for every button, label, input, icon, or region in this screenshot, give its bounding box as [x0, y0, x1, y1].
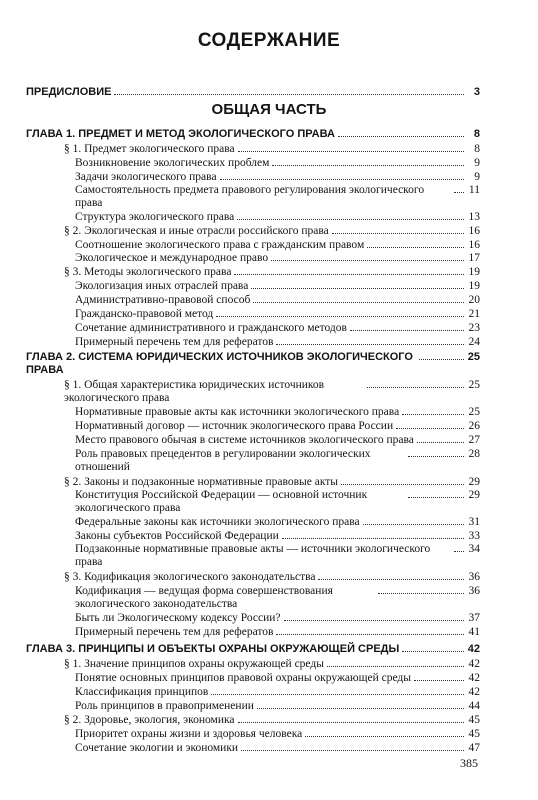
toc-entry-text: Кодификация — ведущая форма совершенствования экологического законодательства — [75, 585, 333, 610]
toc-subsection — [75, 686, 480, 699]
toc-subsection — [75, 184, 480, 210]
toc-entry-text: Приоритет охраны жизни и здоровья человека — [75, 728, 303, 740]
toc-entry-text: § 3. Методы экологического права — [64, 266, 232, 278]
toc-entry-text: Подзаконные нормативные правовые акты — источники экологического права — [75, 543, 431, 568]
toc-subsection — [75, 294, 480, 307]
toc-entry-text: Классификация принципов — [75, 686, 209, 698]
toc-entry-page: 31 — [468, 516, 480, 528]
toc-entry-text: Нормативный договор — источник экологического права России — [75, 420, 394, 432]
toc-subsection — [75, 336, 480, 349]
toc-entry-page: 27 — [468, 434, 480, 446]
toc-entry-page: 13 — [468, 211, 480, 223]
toc-entry-page: 20 — [468, 294, 480, 306]
toc-entry-text: Роль принципов в правоприменении — [75, 700, 254, 712]
toc-entry-page: 9 — [474, 157, 480, 169]
toc-entry-text: Возникновение экологических проблем — [75, 157, 270, 169]
toc-entry-text: Примерный перечень тем для рефератов — [75, 626, 274, 638]
toc-subsection — [75, 280, 480, 293]
toc-entry-text: Роль правовых прецедентов в регулировании экологических отношений — [75, 448, 371, 473]
toc-entry-page: 11 — [468, 184, 480, 196]
toc-entry-page: 24 — [468, 336, 480, 348]
toc-entry-page: 42 — [468, 658, 480, 670]
toc-subsection — [75, 308, 480, 321]
toc-subsection — [75, 585, 480, 611]
toc-entry-text: Нормативные правовые акты как источники экологического права — [75, 406, 400, 418]
toc-chapter-3 — [26, 643, 480, 656]
toc-entry-page: 42 — [467, 643, 480, 655]
toc-entry-text: Административно-правовой способ — [75, 294, 251, 306]
toc-subsection — [75, 448, 480, 474]
toc-entry-page: 42 — [468, 672, 480, 684]
toc-subsection — [75, 322, 480, 335]
toc-entry-page: 25 — [468, 406, 480, 418]
toc-entry-page: 23 — [468, 322, 480, 334]
toc-subsection — [75, 516, 480, 529]
toc-section — [64, 225, 480, 238]
toc-entry-page: 34 — [468, 543, 480, 555]
toc-entry-page: 41 — [468, 626, 480, 638]
toc-entry-text: Сочетание административного и гражданского методов — [75, 322, 347, 334]
toc-entry-page: 37 — [468, 612, 480, 624]
toc-entry-page: 28 — [468, 448, 480, 460]
toc-entry-page: 9 — [474, 171, 480, 183]
toc-entry-page: 19 — [468, 266, 480, 278]
toc-entry-page: 36 — [468, 571, 480, 583]
toc-entry-text: Быть ли Экологическому кодексу России? — [75, 612, 281, 624]
toc-entry-page: 47 — [468, 742, 480, 754]
page-title: СОДЕРЖАНИЕ — [197, 30, 341, 51]
toc-entry-text: Гражданско-правовой метод — [75, 308, 214, 320]
toc-entry-page: 45 — [468, 728, 480, 740]
toc-entry-page: 29 — [468, 489, 480, 501]
toc-section — [64, 379, 480, 405]
toc-section — [64, 476, 480, 489]
toc-entry-page: 25 — [468, 379, 480, 391]
part-title: ОБЩАЯ ЧАСТЬ — [211, 101, 327, 118]
toc-entry-text: § 1. Значение принципов охраны окружающей среды — [64, 658, 324, 670]
toc-subsection — [75, 157, 480, 170]
toc-entry-page: 8 — [474, 143, 480, 155]
toc-subsection — [75, 672, 480, 685]
toc-subsection — [75, 434, 480, 447]
toc-entry-text: Самостоятельность предмета правового регулирования экологического права — [75, 184, 425, 209]
toc-section — [64, 266, 480, 279]
toc-entry-text: Экологизация иных отраслей права — [75, 280, 249, 292]
toc-entry-text: Место правового обычая в системе источников экологического права — [75, 434, 414, 446]
toc-entry-page: 3 — [473, 86, 480, 98]
toc-subsection — [75, 252, 480, 265]
toc-entry-text: § 2. Экологическая и иные отрасли российского права — [64, 225, 329, 237]
toc-entry-page: 42 — [468, 686, 480, 698]
toc-entry-text: Соотношение экологического права с гражданским правом — [75, 239, 365, 251]
toc-chapter-2 — [26, 351, 480, 377]
toc-section — [64, 658, 480, 671]
toc-entry-text: Понятие основных принципов правовой охраны окружающей среды — [75, 672, 411, 684]
toc-entry-page: 29 — [468, 476, 480, 488]
toc-subsection — [75, 626, 480, 639]
toc-subsection — [75, 742, 480, 755]
toc-entry-page: 8 — [473, 128, 480, 140]
toc-entry-text: ПРЕДИСЛОВИЕ — [26, 86, 112, 98]
toc-chapter-1 — [26, 128, 480, 141]
toc-entry-text: Примерный перечень тем для рефератов — [75, 336, 274, 348]
toc-entry-text: ГЛАВА 3. ПРИНЦИПЫ И ОБЪЕКТЫ ОХРАНЫ ОКРУЖАЮЩЕЙ СРЕДЫ — [26, 643, 400, 655]
toc-entry-page: 21 — [468, 308, 480, 320]
toc-entry-page: 16 — [468, 225, 480, 237]
toc-entry-text: Федеральные законы как источники экологического права — [75, 516, 360, 528]
toc-entry-text: § 1. Предмет экологического права — [64, 143, 235, 155]
toc-subsection — [75, 171, 480, 184]
toc-subsection — [75, 211, 480, 224]
toc-subsection — [75, 543, 480, 569]
toc-entry-page: 16 — [468, 239, 480, 251]
toc-entry-text: Задачи экологического права — [75, 171, 217, 183]
toc-entry-text: Законы субъектов Российской Федерации — [75, 530, 279, 542]
toc-entry-page: 26 — [468, 420, 480, 432]
toc-entry-page: 33 — [468, 530, 480, 542]
toc-subsection — [75, 489, 480, 515]
toc-entry-text: Структура экологического права — [75, 211, 235, 223]
toc-entry-preface — [26, 86, 480, 99]
toc-entry-text: ГЛАВА 2. СИСТЕМА ЮРИДИЧЕСКИХ ИСТОЧНИКОВ ЭКОЛОГИЧЕСКОГО ПРАВА — [26, 351, 413, 376]
toc-entry-page: 36 — [468, 585, 480, 597]
toc-entry-text: § 3. Кодификация экологического законодательства — [64, 571, 316, 583]
toc-entry-text: § 1. Общая характеристика юридических источников экологического права — [64, 379, 325, 404]
toc-entry-text: Сочетание экологии и экономики — [75, 742, 239, 754]
toc-entry-page: 25 — [467, 351, 480, 363]
toc-subsection — [75, 728, 480, 741]
toc-entry-text: Экологическое и международное право — [75, 252, 269, 264]
toc-entry-text: Конституция Российской Федерации — основной источник экологического права — [75, 489, 368, 514]
toc-subsection — [75, 406, 480, 419]
toc-subsection — [75, 700, 480, 713]
page-number: 385 — [460, 756, 478, 770]
toc-section — [64, 571, 480, 584]
toc-entry-text: ГЛАВА 1. ПРЕДМЕТ И МЕТОД ЭКОЛОГИЧЕСКОГО ПРАВА — [26, 128, 335, 140]
toc-entry-page: 44 — [468, 700, 480, 712]
toc-subsection — [75, 612, 480, 625]
toc-section — [64, 143, 480, 156]
toc-section — [64, 714, 480, 727]
toc-entry-page: 17 — [468, 252, 480, 264]
toc-entry-text: § 2. Здоровье, экология, экономика — [64, 714, 235, 726]
toc-subsection — [75, 239, 480, 252]
toc-entry-page: 19 — [468, 280, 480, 292]
toc-subsection — [75, 530, 480, 543]
toc-entry-page: 45 — [468, 714, 480, 726]
toc-entry-text: § 2. Законы и подзаконные нормативные правовые акты — [64, 476, 339, 488]
toc-subsection — [75, 420, 480, 433]
